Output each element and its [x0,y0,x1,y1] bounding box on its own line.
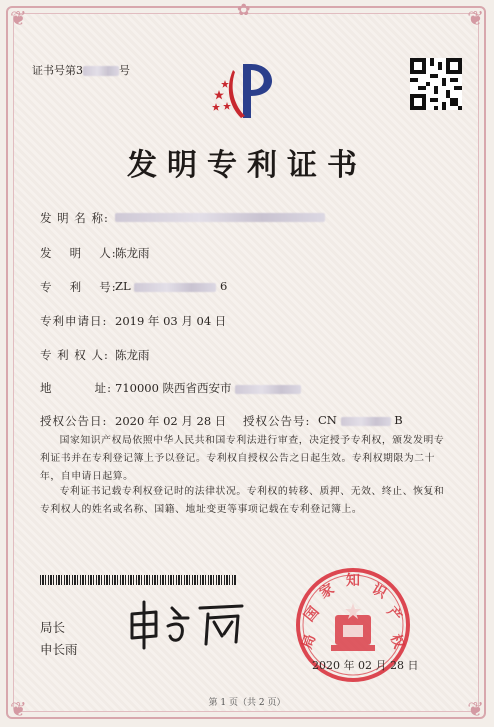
address: 710000 陕西省西安市 [115,380,301,396]
redacted-patent-number [134,283,216,292]
grant-statement-paragraph: 国家知识产权局依照中华人民共和国专利法进行审查，决定授予专利权，颁发发明专利证书并在专利登记簿上予以登记。专利权自授权公告之日起生效。专利权期限为二十年，自申请日起算。 [40,435,445,482]
grant-number: CN B [318,413,403,427]
corner-ornament-icon: ❦ [10,6,27,30]
svg-text:国: 国 [301,603,323,625]
svg-text:产: 产 [383,603,405,625]
address-label: 地 址: [40,381,113,395]
certificate-title: 发明专利证书 [127,148,367,183]
svg-text:识: 识 [368,581,390,602]
svg-text:家: 家 [316,581,338,602]
patent-number-label: 专 利 号: [40,280,117,294]
patentee-value: 陈龙雨 [115,348,150,362]
director-role-label: 局长 [40,620,66,635]
handwritten-signature-icon [122,596,252,652]
filing-date-value: 2019 年 03 月 04 日 [115,314,227,328]
top-ornament-icon: ✿ [237,0,251,19]
filing-date-label: 专利申请日: [40,314,108,328]
corner-ornament-icon: ❦ [10,697,27,721]
redacted-invention-name [115,213,325,222]
redacted-grant-number [341,417,391,426]
redacted-address [235,385,301,394]
inventor-label: 发 明 人: [40,246,117,260]
qr-code-icon [410,58,462,110]
redacted-number [83,66,119,76]
patent-number: ZL 6 [115,279,228,293]
patentee-label: 专 利 权 人: [40,348,109,362]
barcode-icon [40,575,236,585]
svg-text:局: 局 [299,632,320,651]
cnipa-logo-icon [205,60,289,120]
page-indicator: 第 1 页（共 2 页） [208,698,286,708]
seal-date: 2020 年 02 月 28 日 [312,659,419,672]
corner-ornament-icon: ❦ [467,697,484,721]
grant-date-value: 2020 年 02 月 28 日 [115,414,227,428]
svg-text:知: 知 [346,573,360,589]
legal-status-paragraph: 专利证书记载专利权登记时的法律状况。专利权的转移、质押、无效、终止、恢复和专利权人的姓名或名称、国籍、地址变更等事项记载在专利登记簿上。 [40,486,445,515]
grant-number-label: 授权公告号: [243,414,311,428]
svg-text:权: 权 [386,632,407,651]
invention-name-label: 发 明 名 称: [40,211,109,225]
inventor-value: 陈龙雨 [115,246,150,260]
certificate-number: 证书号第3 号 [32,64,130,77]
director-name-label: 申长雨 [40,642,78,657]
grant-date-label: 授权公告日: [40,414,108,428]
corner-ornament-icon: ❦ [467,6,484,30]
